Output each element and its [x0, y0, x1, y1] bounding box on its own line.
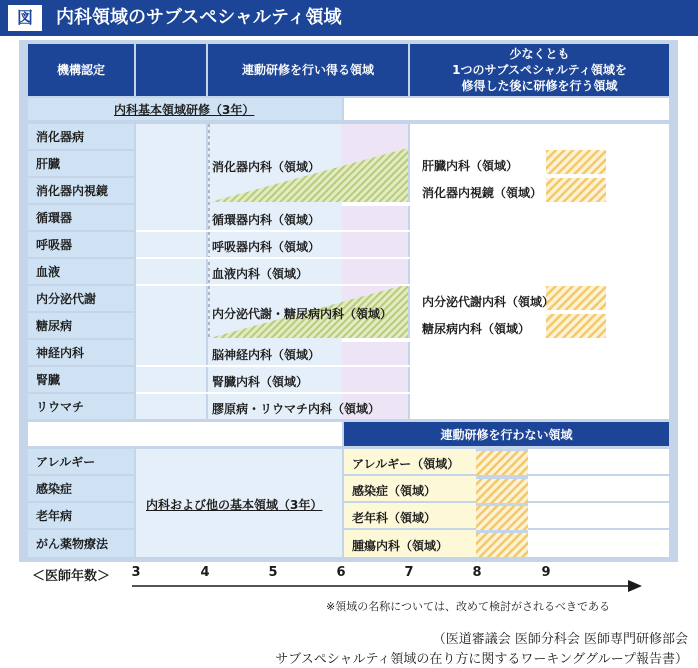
after-liver: 肝臓内科（領域）	[422, 159, 519, 173]
separator	[342, 202, 669, 206]
after-diabetes: 糖尿病内科（領域）	[422, 322, 531, 336]
year-tick: 6	[336, 565, 346, 580]
geriatric-after-cell	[528, 503, 669, 528]
row-label: 糖尿病	[28, 313, 134, 338]
row-label: 神経内科	[28, 340, 134, 365]
row-label: 呼吸器	[28, 232, 134, 257]
endocrine-striped-extension	[546, 286, 606, 310]
header-after-line1: 少なくとも	[509, 47, 570, 61]
area-blood: 血液内科（領域）	[212, 267, 309, 281]
area-allergy: アレルギー（領域）	[352, 457, 460, 471]
group2-basic-label: 内科および他の基本領域（3年）	[146, 498, 323, 512]
allergy-striped-extension	[476, 451, 528, 475]
separator	[136, 257, 669, 259]
area-infection: 感染症（領域）	[352, 484, 437, 498]
digestive-transition-triangle	[210, 148, 408, 202]
year-tick: 7	[404, 565, 414, 580]
time-arrow	[130, 578, 650, 594]
row-label: 腎臓	[28, 367, 134, 392]
row-label: 老年病	[28, 503, 134, 528]
area-respiratory: 呼吸器内科（領域）	[212, 240, 321, 254]
header-certification: 機構認定	[28, 44, 134, 96]
figure-badge: 図	[8, 5, 42, 31]
header-after-line3: 修得した後に研修を行う領域	[461, 79, 618, 93]
row-label: 感染症	[28, 476, 134, 501]
separator	[136, 392, 669, 394]
area-kidney: 腎臓内科（領域）	[212, 375, 309, 389]
liver-striped-extension	[546, 150, 606, 174]
area-endocrine: 内分泌代謝・糖尿病内科（領域）	[212, 307, 393, 321]
separator	[136, 284, 669, 286]
oncology-striped-extension	[476, 533, 528, 557]
row-label: 肝臓	[28, 151, 134, 176]
header-after-line2: 1つのサブスペシャルティ領域を	[452, 63, 627, 77]
row-label: 内分泌代謝	[28, 286, 134, 311]
row-label: 循環器	[28, 205, 134, 230]
row-label: アレルギー	[28, 449, 134, 474]
group2-blank	[28, 422, 342, 446]
years-label: ＜医師年数＞	[32, 569, 111, 584]
year-tick: 5	[268, 565, 278, 580]
year-tick: 3	[131, 565, 141, 580]
separator	[136, 365, 669, 367]
infection-after-cell	[528, 476, 669, 501]
area-neuro: 脳神経内科（領域）	[212, 348, 321, 362]
source-line-1: （医道審議会 医師分科会 医師専門研修部会	[432, 632, 688, 647]
source-line-2: サブスペシャルティ領域の在り方に関するワーキンググループ報告書）	[275, 652, 688, 667]
row-label: 血液	[28, 259, 134, 284]
row-label: がん薬物療法	[28, 530, 134, 557]
allergy-after-cell	[528, 449, 669, 474]
non-continuous-header: 連動研修を行わない領域	[344, 422, 669, 446]
separator	[136, 230, 669, 232]
year-tick: 8	[472, 565, 482, 580]
header-continuous: 連動研修を行い得る領域	[208, 44, 408, 96]
area-digestive: 消化器内科（領域）	[212, 160, 321, 174]
geriatric-striped-extension	[476, 506, 528, 530]
row-label: リウマチ	[28, 394, 134, 419]
after-endoscopy: 消化器内視鏡（領域）	[422, 186, 543, 200]
infection-striped-extension	[476, 479, 528, 503]
year-tick: 9	[541, 565, 551, 580]
diabetes-striped-extension	[546, 314, 606, 338]
area-rheuma: 膠原病・リウマチ内科（領域）	[212, 402, 381, 416]
area-circulatory: 循環器内科（領域）	[212, 213, 321, 227]
oncology-after-cell	[528, 530, 669, 557]
after-endocrine: 内分泌代謝内科（領域）	[422, 295, 555, 309]
row-label: 消化器病	[28, 124, 134, 149]
row-label: 消化器内視鏡	[28, 178, 134, 203]
separator	[342, 338, 669, 342]
footnote: ※領域の名称については、改めて検討がされるべきである	[326, 600, 610, 613]
area-geriatric: 老年科（領域）	[352, 511, 437, 525]
year-tick: 4	[200, 565, 210, 580]
endoscopy-striped-extension	[546, 178, 606, 202]
area-oncology: 腫瘍内科（領域）	[352, 539, 449, 553]
basic-training-label: 内科基本領域研修（3年）	[114, 103, 255, 117]
figure-title: 内科領域のサブスペシャルティ領域	[56, 7, 342, 28]
